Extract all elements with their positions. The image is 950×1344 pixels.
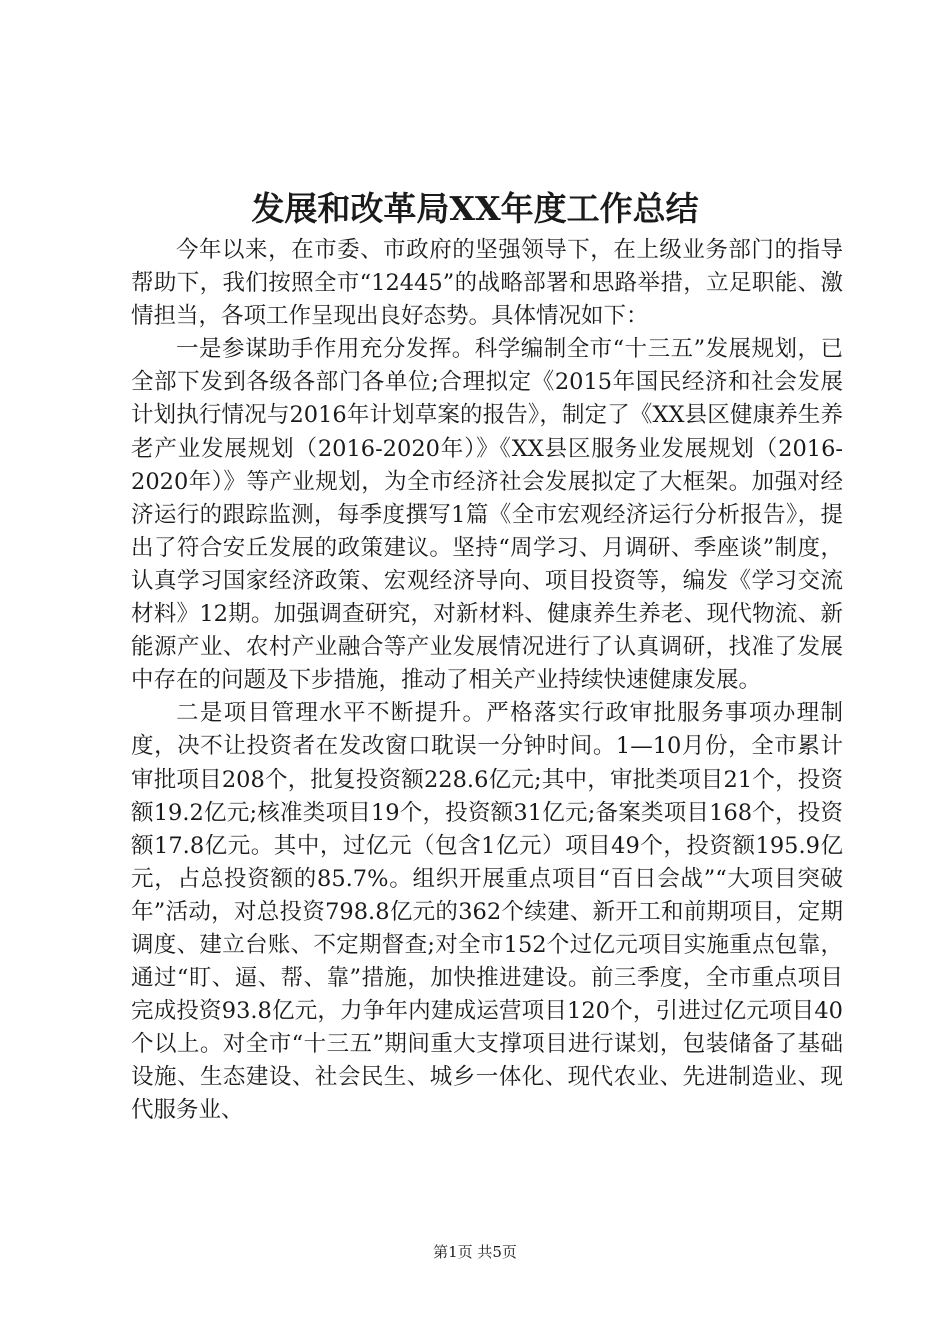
document-body (131, 234, 843, 1128)
document-title: 发展和改革局XX年度工作总结 (251, 189, 699, 228)
paragraph-advisory-role: 一是参谋助手作用充分发挥。科学编制全市“十三五”发展规划，已全部下发到各级各部门各单位;合理拟定《2015年国民经济和社会发展计划执行情况与2016年计划草案的报告》，制定了《XX县区健康养生养老产业发展规划（2016-2020年）》《XX县区服务业发展规划（2016-2020年）》等产业规划，为全市经济社会发展拟定了大框架。加强对经济运行的跟踪监测，每季度撰写1篇《全市宏观经济运行分析报告》，提出了符合安丘发展的政策建议。坚持“周学习、月调研、季座谈”制度，认真学习国家经济政策、宏观经济导向、项目投资等，编发《学习交流材料》12期。加强调查研究，对新材料、健康养生养老、现代物流、新能源产业、农村产业融合等产业发展情况进行了认真调研，找准了发展中存在的问题及下步措施，推动了相关产业持续快速健康发展。 (131, 336, 843, 694)
paragraph-intro: 今年以来，在市委、市政府的坚强领导下，在上级业务部门的指导帮助下，我们按照全市“12445”的战略部署和思路举措，立足职能、激情担当，各项工作呈现出良好态势。具体情况如下： (131, 237, 843, 330)
paragraph-project-management: 二是项目管理水平不断提升。严格落实行政审批服务事项办理制度，决不让投资者在发改窗口耽误一分钟时间。1—10月份，全市累计审批项目208个，批复投资额228.6亿元;其中，审批类项目21个，投资额19.2亿元;核准类项目19个，投资额31亿元;备案类项目168个，投资额17.8亿元。其中，过亿元（包含1亿元）项目49个，投资额195.9亿元，占总投资额的85.7%。组织开展重点项目“百日会战”“大项目突破年”活动，对总投资798.8亿元的362个续建、新开工和前期项目，定期调度、建立台账、不定期督查;对全市152个过亿元项目实施重点包靠，通过“盯、逼、帮、靠”措施，加快推进建设。前三季度，全市重点项目完成投资93.8亿元，力争年内建成运营项目120个，引进过亿元项目40个以上。对全市“十三五”期间重大支撑项目进行谋划，包装储备了基础设施、生态建设、社会民生、城乡一体化、现代农业、先进制造业、现代服务业、 (131, 700, 843, 1124)
page-footer: 第1页 共5页 (433, 1243, 517, 1261)
